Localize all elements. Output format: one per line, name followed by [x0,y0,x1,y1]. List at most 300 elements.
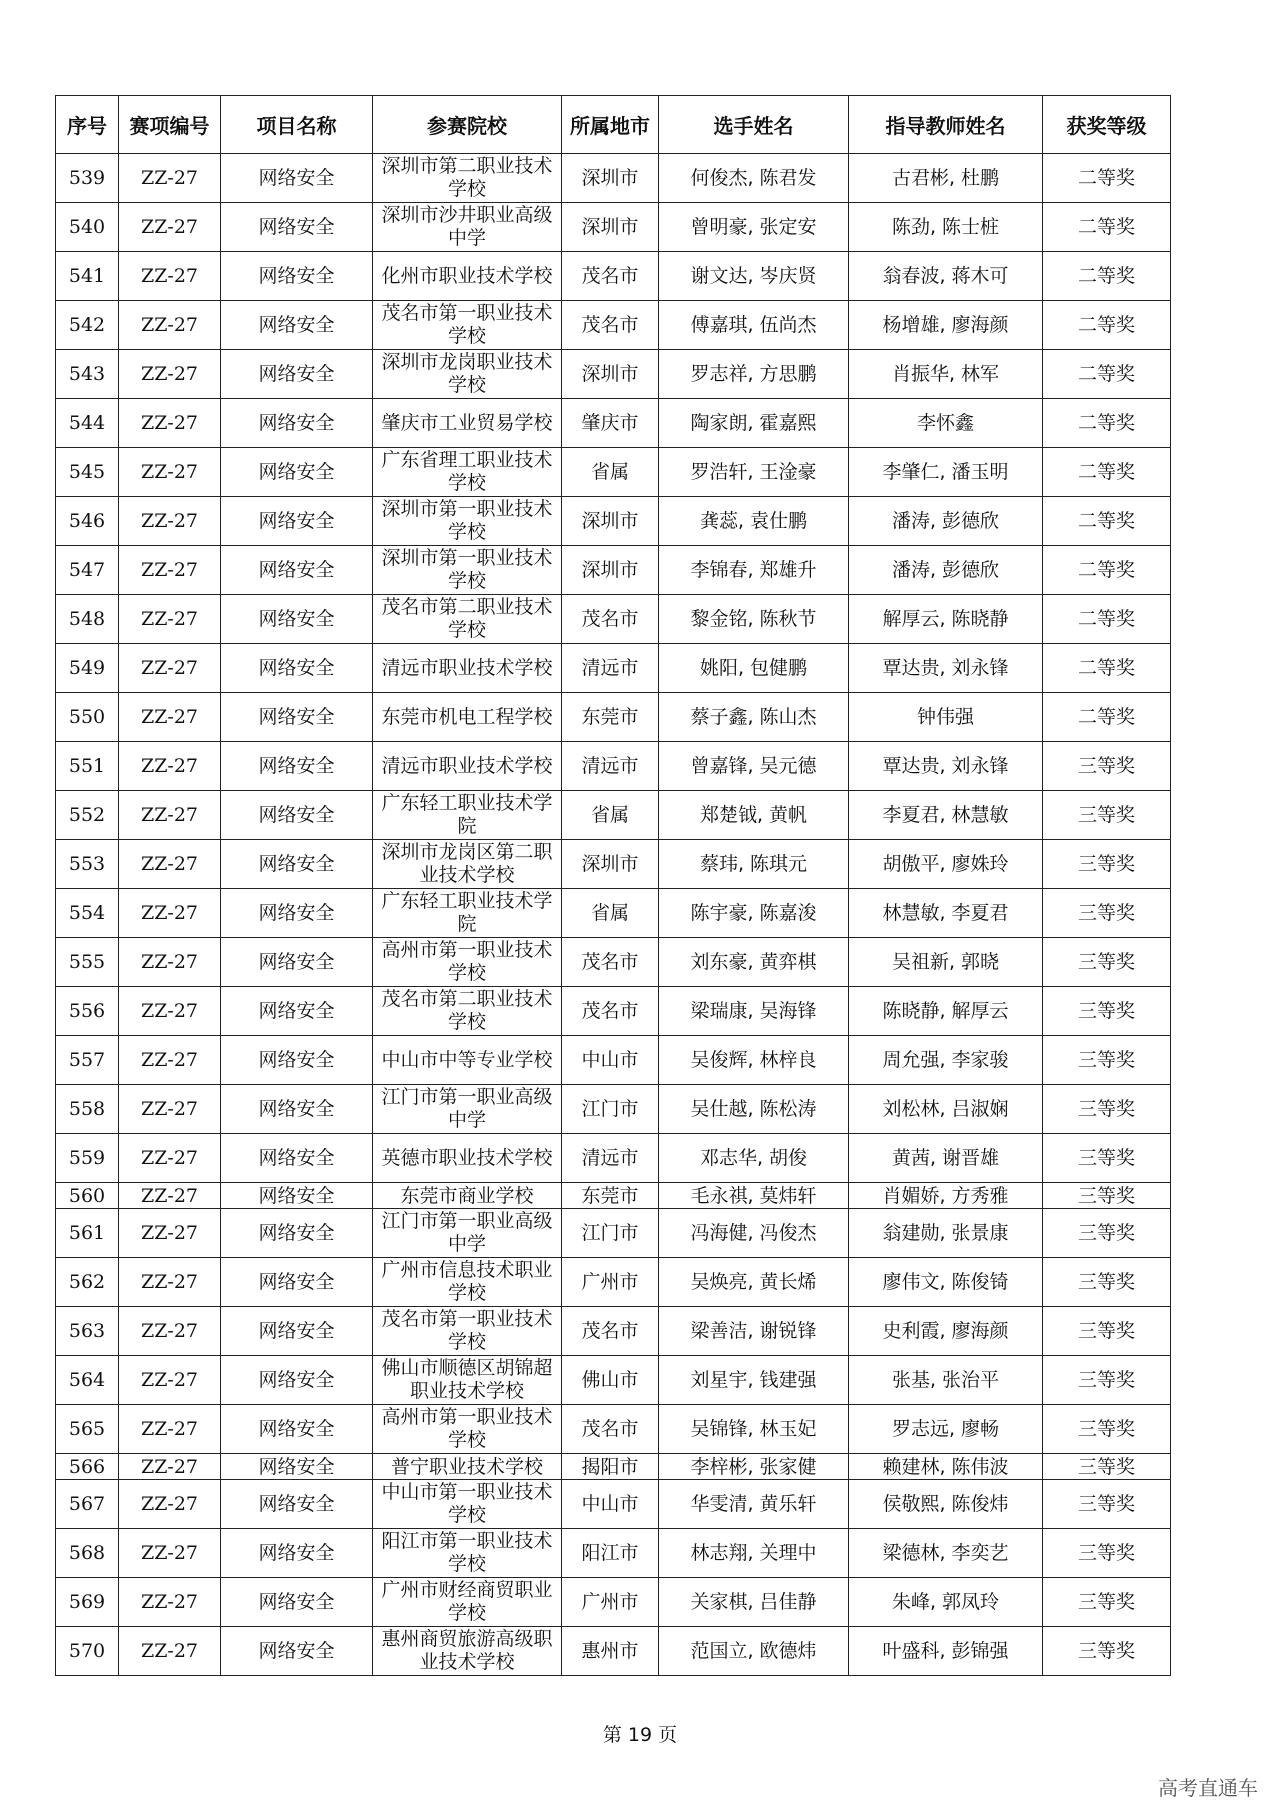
cell-school: 茂名市第一职业技术学校 [373,301,562,350]
cell-school: 清远市职业技术学校 [373,742,562,791]
cell-index: 541 [56,252,119,301]
cell-award-level: 三等奖 [1043,1529,1171,1578]
cell-event-code: ZZ-27 [119,497,221,546]
table-row [56,889,1171,938]
cell-award-level: 二等奖 [1043,693,1171,742]
table-row [56,987,1171,1036]
header-event-code: 赛项编号 [119,96,221,154]
cell-contestants: 毛永祺, 莫炜轩 [659,1183,849,1209]
table-row [56,1134,1171,1183]
cell-school: 中山市第一职业技术学校 [373,1480,562,1529]
cell-project-name: 网络安全 [221,1405,373,1454]
cell-event-code: ZZ-27 [119,1134,221,1183]
cell-index: 560 [56,1183,119,1209]
cell-index: 567 [56,1480,119,1529]
cell-award-level: 二等奖 [1043,448,1171,497]
cell-event-code: ZZ-27 [119,448,221,497]
cell-event-code: ZZ-27 [119,742,221,791]
cell-teachers: 潘涛, 彭德欣 [849,497,1043,546]
cell-award-level: 二等奖 [1043,154,1171,203]
cell-city: 佛山市 [562,1356,659,1405]
cell-city: 茂名市 [562,252,659,301]
cell-contestants: 陈宇豪, 陈嘉浚 [659,889,849,938]
cell-project-name: 网络安全 [221,938,373,987]
cell-teachers: 赖建林, 陈伟波 [849,1454,1043,1480]
cell-index: 562 [56,1258,119,1307]
table-row [56,1627,1171,1676]
table-row [56,938,1171,987]
cell-event-code: ZZ-27 [119,399,221,448]
cell-city: 广州市 [562,1578,659,1627]
cell-teachers: 刘松林, 吕淑娴 [849,1085,1043,1134]
cell-school: 江门市第一职业高级中学 [373,1085,562,1134]
cell-index: 568 [56,1529,119,1578]
cell-contestants: 谢文达, 岑庆贤 [659,252,849,301]
cell-teachers: 周允强, 李家骏 [849,1036,1043,1085]
table-row [56,1578,1171,1627]
table-row [56,1258,1171,1307]
cell-award-level: 二等奖 [1043,644,1171,693]
table-row [56,1085,1171,1134]
cell-school: 深圳市第二职业技术学校 [373,154,562,203]
cell-project-name: 网络安全 [221,252,373,301]
cell-index: 563 [56,1307,119,1356]
cell-index: 570 [56,1627,119,1676]
cell-teachers: 史利霞, 廖海颜 [849,1307,1043,1356]
cell-event-code: ZZ-27 [119,595,221,644]
cell-teachers: 黄茜, 谢晋雄 [849,1134,1043,1183]
cell-event-code: ZZ-27 [119,693,221,742]
cell-index: 552 [56,791,119,840]
cell-project-name: 网络安全 [221,1183,373,1209]
cell-teachers: 翁春波, 蒋木可 [849,252,1043,301]
cell-index: 559 [56,1134,119,1183]
table-row [56,448,1171,497]
cell-school: 茂名市第二职业技术学校 [373,987,562,1036]
cell-project-name: 网络安全 [221,1578,373,1627]
cell-city: 广州市 [562,1258,659,1307]
cell-contestants: 曾明豪, 张定安 [659,203,849,252]
cell-contestants: 关家棋, 吕佳静 [659,1578,849,1627]
cell-city: 深圳市 [562,497,659,546]
cell-award-level: 二等奖 [1043,546,1171,595]
cell-index: 553 [56,840,119,889]
cell-contestants: 李梓彬, 张家健 [659,1454,849,1480]
cell-school: 广东轻工职业技术学院 [373,889,562,938]
cell-index: 544 [56,399,119,448]
cell-project-name: 网络安全 [221,791,373,840]
cell-teachers: 梁德林, 李奕艺 [849,1529,1043,1578]
cell-index: 547 [56,546,119,595]
header-contestants: 选手姓名 [659,96,849,154]
cell-city: 深圳市 [562,350,659,399]
cell-teachers: 陈晓静, 解厚云 [849,987,1043,1036]
cell-teachers: 侯敬熙, 陈俊炜 [849,1480,1043,1529]
cell-city: 茂名市 [562,1307,659,1356]
cell-project-name: 网络安全 [221,1480,373,1529]
table-row [56,546,1171,595]
cell-project-name: 网络安全 [221,497,373,546]
table-row [56,644,1171,693]
cell-city: 清远市 [562,644,659,693]
cell-project-name: 网络安全 [221,448,373,497]
cell-index: 540 [56,203,119,252]
cell-project-name: 网络安全 [221,203,373,252]
cell-index: 542 [56,301,119,350]
cell-contestants: 吴俊辉, 林梓良 [659,1036,849,1085]
cell-index: 566 [56,1454,119,1480]
cell-project-name: 网络安全 [221,1307,373,1356]
cell-contestants: 何俊杰, 陈君发 [659,154,849,203]
cell-project-name: 网络安全 [221,742,373,791]
table-row [56,1183,1171,1209]
cell-teachers: 廖伟文, 陈俊锜 [849,1258,1043,1307]
cell-school: 广东轻工职业技术学院 [373,791,562,840]
table-row [56,350,1171,399]
table-row [56,693,1171,742]
table-row [56,154,1171,203]
cell-award-level: 三等奖 [1043,1578,1171,1627]
cell-award-level: 三等奖 [1043,1627,1171,1676]
cell-contestants: 蔡子鑫, 陈山杰 [659,693,849,742]
cell-school: 深圳市第一职业技术学校 [373,546,562,595]
cell-city: 东莞市 [562,1183,659,1209]
cell-school: 惠州商贸旅游高级职业技术学校 [373,1627,562,1676]
table-row [56,203,1171,252]
cell-project-name: 网络安全 [221,301,373,350]
cell-project-name: 网络安全 [221,693,373,742]
cell-event-code: ZZ-27 [119,840,221,889]
cell-school: 江门市第一职业高级中学 [373,1209,562,1258]
cell-award-level: 二等奖 [1043,595,1171,644]
cell-index: 546 [56,497,119,546]
table-row [56,1307,1171,1356]
cell-city: 中山市 [562,1480,659,1529]
cell-event-code: ZZ-27 [119,350,221,399]
cell-school: 普宁职业技术学校 [373,1454,562,1480]
cell-teachers: 古君彬, 杜鹏 [849,154,1043,203]
cell-city: 肇庆市 [562,399,659,448]
cell-city: 东莞市 [562,693,659,742]
cell-teachers: 覃达贵, 刘永锋 [849,742,1043,791]
cell-project-name: 网络安全 [221,1258,373,1307]
table-row [56,497,1171,546]
cell-teachers: 潘涛, 彭德欣 [849,546,1043,595]
cell-city: 省属 [562,448,659,497]
cell-event-code: ZZ-27 [119,154,221,203]
header-award-level: 获奖等级 [1043,96,1171,154]
cell-award-level: 二等奖 [1043,399,1171,448]
cell-school: 肇庆市工业贸易学校 [373,399,562,448]
cell-project-name: 网络安全 [221,889,373,938]
cell-event-code: ZZ-27 [119,252,221,301]
cell-project-name: 网络安全 [221,1134,373,1183]
cell-event-code: ZZ-27 [119,791,221,840]
cell-index: 561 [56,1209,119,1258]
cell-school: 深圳市第一职业技术学校 [373,497,562,546]
cell-event-code: ZZ-27 [119,1209,221,1258]
cell-index: 556 [56,987,119,1036]
cell-contestants: 傅嘉琪, 伍尚杰 [659,301,849,350]
cell-school: 广东省理工职业技术学校 [373,448,562,497]
cell-teachers: 吴祖新, 郭晓 [849,938,1043,987]
cell-city: 省属 [562,791,659,840]
cell-event-code: ZZ-27 [119,1529,221,1578]
cell-school: 化州市职业技术学校 [373,252,562,301]
cell-award-level: 三等奖 [1043,1258,1171,1307]
cell-teachers: 肖媚娇, 方秀雅 [849,1183,1043,1209]
cell-city: 中山市 [562,1036,659,1085]
cell-city: 清远市 [562,742,659,791]
cell-event-code: ZZ-27 [119,1307,221,1356]
cell-teachers: 胡傲平, 廖姝玲 [849,840,1043,889]
cell-school: 阳江市第一职业技术学校 [373,1529,562,1578]
cell-school: 高州市第一职业技术学校 [373,938,562,987]
cell-award-level: 二等奖 [1043,252,1171,301]
cell-project-name: 网络安全 [221,1627,373,1676]
cell-event-code: ZZ-27 [119,301,221,350]
table-row [56,1529,1171,1578]
cell-event-code: ZZ-27 [119,1183,221,1209]
cell-teachers: 李肇仁, 潘玉明 [849,448,1043,497]
cell-city: 江门市 [562,1085,659,1134]
cell-award-level: 三等奖 [1043,1454,1171,1480]
cell-project-name: 网络安全 [221,1529,373,1578]
table-row [56,791,1171,840]
cell-teachers: 李夏君, 林慧敏 [849,791,1043,840]
cell-school: 清远市职业技术学校 [373,644,562,693]
header-teachers: 指导教师姓名 [849,96,1043,154]
cell-teachers: 杨增雄, 廖海颜 [849,301,1043,350]
cell-contestants: 蔡玮, 陈琪元 [659,840,849,889]
cell-event-code: ZZ-27 [119,1627,221,1676]
header-index: 序号 [56,96,119,154]
cell-city: 深圳市 [562,203,659,252]
cell-contestants: 邓志华, 胡俊 [659,1134,849,1183]
cell-project-name: 网络安全 [221,350,373,399]
cell-award-level: 三等奖 [1043,938,1171,987]
cell-project-name: 网络安全 [221,1209,373,1258]
cell-city: 揭阳市 [562,1454,659,1480]
cell-school: 广州市财经商贸职业学校 [373,1578,562,1627]
table-row [56,1405,1171,1454]
cell-index: 548 [56,595,119,644]
cell-index: 551 [56,742,119,791]
cell-contestants: 梁善洁, 谢锐锋 [659,1307,849,1356]
table-row [56,1036,1171,1085]
cell-school: 佛山市顺德区胡锦超职业技术学校 [373,1356,562,1405]
cell-contestants: 郑楚钺, 黄帆 [659,791,849,840]
cell-award-level: 三等奖 [1043,1480,1171,1529]
cell-project-name: 网络安全 [221,546,373,595]
cell-teachers: 解厚云, 陈晓静 [849,595,1043,644]
cell-index: 565 [56,1405,119,1454]
table-row [56,252,1171,301]
cell-city: 茂名市 [562,1405,659,1454]
cell-teachers: 朱峰, 郭凤玲 [849,1578,1043,1627]
awards-table [55,95,1171,1676]
cell-city: 茂名市 [562,301,659,350]
cell-teachers: 翁建勋, 张景康 [849,1209,1043,1258]
cell-project-name: 网络安全 [221,154,373,203]
cell-award-level: 三等奖 [1043,1183,1171,1209]
cell-school: 茂名市第二职业技术学校 [373,595,562,644]
cell-project-name: 网络安全 [221,987,373,1036]
cell-event-code: ZZ-27 [119,1356,221,1405]
cell-award-level: 三等奖 [1043,1356,1171,1405]
cell-project-name: 网络安全 [221,595,373,644]
table-row [56,1480,1171,1529]
cell-teachers: 叶盛科, 彭锦强 [849,1627,1043,1676]
cell-school: 中山市中等专业学校 [373,1036,562,1085]
cell-award-level: 二等奖 [1043,350,1171,399]
cell-school: 高州市第一职业技术学校 [373,1405,562,1454]
cell-teachers: 张基, 张治平 [849,1356,1043,1405]
cell-award-level: 三等奖 [1043,889,1171,938]
cell-city: 阳江市 [562,1529,659,1578]
cell-contestants: 林志翔, 关理中 [659,1529,849,1578]
cell-school: 英德市职业技术学校 [373,1134,562,1183]
cell-contestants: 华雯清, 黄乐轩 [659,1480,849,1529]
cell-award-level: 三等奖 [1043,1307,1171,1356]
cell-award-level: 三等奖 [1043,1209,1171,1258]
cell-index: 539 [56,154,119,203]
table-row [56,595,1171,644]
table-header-row [56,96,1171,154]
cell-project-name: 网络安全 [221,1454,373,1480]
cell-city: 江门市 [562,1209,659,1258]
cell-city: 深圳市 [562,154,659,203]
cell-contestants: 范国立, 欧德炜 [659,1627,849,1676]
cell-contestants: 刘星宇, 钱建强 [659,1356,849,1405]
cell-teachers: 罗志远, 廖畅 [849,1405,1043,1454]
cell-city: 深圳市 [562,546,659,595]
cell-contestants: 罗浩轩, 王淦豪 [659,448,849,497]
cell-index: 558 [56,1085,119,1134]
cell-event-code: ZZ-27 [119,889,221,938]
cell-event-code: ZZ-27 [119,987,221,1036]
cell-contestants: 陶家朗, 霍嘉熙 [659,399,849,448]
cell-event-code: ZZ-27 [119,1085,221,1134]
cell-city: 清远市 [562,1134,659,1183]
page-number: 第 19 页 [602,1724,678,1746]
cell-contestants: 龚蕊, 袁仕鹏 [659,497,849,546]
cell-school: 深圳市龙岗区第二职业技术学校 [373,840,562,889]
cell-award-level: 三等奖 [1043,1085,1171,1134]
cell-contestants: 吴锦锋, 林玉妃 [659,1405,849,1454]
cell-contestants: 黎金铭, 陈秋节 [659,595,849,644]
cell-event-code: ZZ-27 [119,1454,221,1480]
cell-index: 555 [56,938,119,987]
cell-teachers: 钟伟强 [849,693,1043,742]
watermark-text: 高考直通车 [1158,1776,1258,1800]
cell-city: 深圳市 [562,840,659,889]
cell-contestants: 姚阳, 包健鹏 [659,644,849,693]
cell-award-level: 三等奖 [1043,791,1171,840]
cell-project-name: 网络安全 [221,1356,373,1405]
table-row [56,301,1171,350]
table-row [56,1209,1171,1258]
cell-contestants: 刘东豪, 黄弈棋 [659,938,849,987]
cell-award-level: 二等奖 [1043,203,1171,252]
header-school: 参赛院校 [373,96,562,154]
cell-city: 茂名市 [562,595,659,644]
cell-event-code: ZZ-27 [119,546,221,595]
cell-event-code: ZZ-27 [119,1036,221,1085]
cell-index: 564 [56,1356,119,1405]
cell-event-code: ZZ-27 [119,938,221,987]
cell-contestants: 冯海健, 冯俊杰 [659,1209,849,1258]
cell-contestants: 罗志祥, 方思鹏 [659,350,849,399]
cell-school: 东莞市商业学校 [373,1183,562,1209]
cell-school: 茂名市第一职业技术学校 [373,1307,562,1356]
table-row [56,742,1171,791]
cell-award-level: 三等奖 [1043,987,1171,1036]
table-row [56,1356,1171,1405]
cell-event-code: ZZ-27 [119,1258,221,1307]
cell-project-name: 网络安全 [221,840,373,889]
cell-teachers: 林慧敏, 李夏君 [849,889,1043,938]
cell-award-level: 三等奖 [1043,840,1171,889]
cell-index: 543 [56,350,119,399]
cell-index: 549 [56,644,119,693]
header-city: 所属地市 [562,96,659,154]
table-row [56,1454,1171,1480]
cell-index: 569 [56,1578,119,1627]
cell-contestants: 吴仕越, 陈松涛 [659,1085,849,1134]
cell-school: 东莞市机电工程学校 [373,693,562,742]
cell-project-name: 网络安全 [221,399,373,448]
cell-city: 茂名市 [562,987,659,1036]
cell-teachers: 肖振华, 林军 [849,350,1043,399]
cell-contestants: 李锦春, 郑雄升 [659,546,849,595]
cell-contestants: 曾嘉锋, 吴元德 [659,742,849,791]
cell-index: 557 [56,1036,119,1085]
cell-school: 广州市信息技术职业学校 [373,1258,562,1307]
cell-event-code: ZZ-27 [119,644,221,693]
cell-project-name: 网络安全 [221,644,373,693]
table-row [56,840,1171,889]
cell-index: 545 [56,448,119,497]
cell-school: 深圳市沙井职业高级中学 [373,203,562,252]
cell-award-level: 二等奖 [1043,301,1171,350]
cell-index: 554 [56,889,119,938]
cell-event-code: ZZ-27 [119,1480,221,1529]
header-project-name: 项目名称 [221,96,373,154]
cell-event-code: ZZ-27 [119,1405,221,1454]
cell-project-name: 网络安全 [221,1036,373,1085]
cell-award-level: 二等奖 [1043,497,1171,546]
cell-teachers: 李怀鑫 [849,399,1043,448]
cell-award-level: 三等奖 [1043,1036,1171,1085]
cell-project-name: 网络安全 [221,1085,373,1134]
cell-contestants: 吴焕亮, 黄长烯 [659,1258,849,1307]
cell-teachers: 陈劲, 陈士桩 [849,203,1043,252]
cell-contestants: 梁瑞康, 吴海锋 [659,987,849,1036]
cell-city: 惠州市 [562,1627,659,1676]
cell-index: 550 [56,693,119,742]
cell-teachers: 覃达贵, 刘永锋 [849,644,1043,693]
table-row [56,399,1171,448]
cell-award-level: 三等奖 [1043,742,1171,791]
table-body [56,154,1171,1676]
cell-event-code: ZZ-27 [119,203,221,252]
cell-award-level: 三等奖 [1043,1134,1171,1183]
cell-city: 省属 [562,889,659,938]
cell-city: 茂名市 [562,938,659,987]
cell-award-level: 三等奖 [1043,1405,1171,1454]
cell-school: 深圳市龙岗职业技术学校 [373,350,562,399]
